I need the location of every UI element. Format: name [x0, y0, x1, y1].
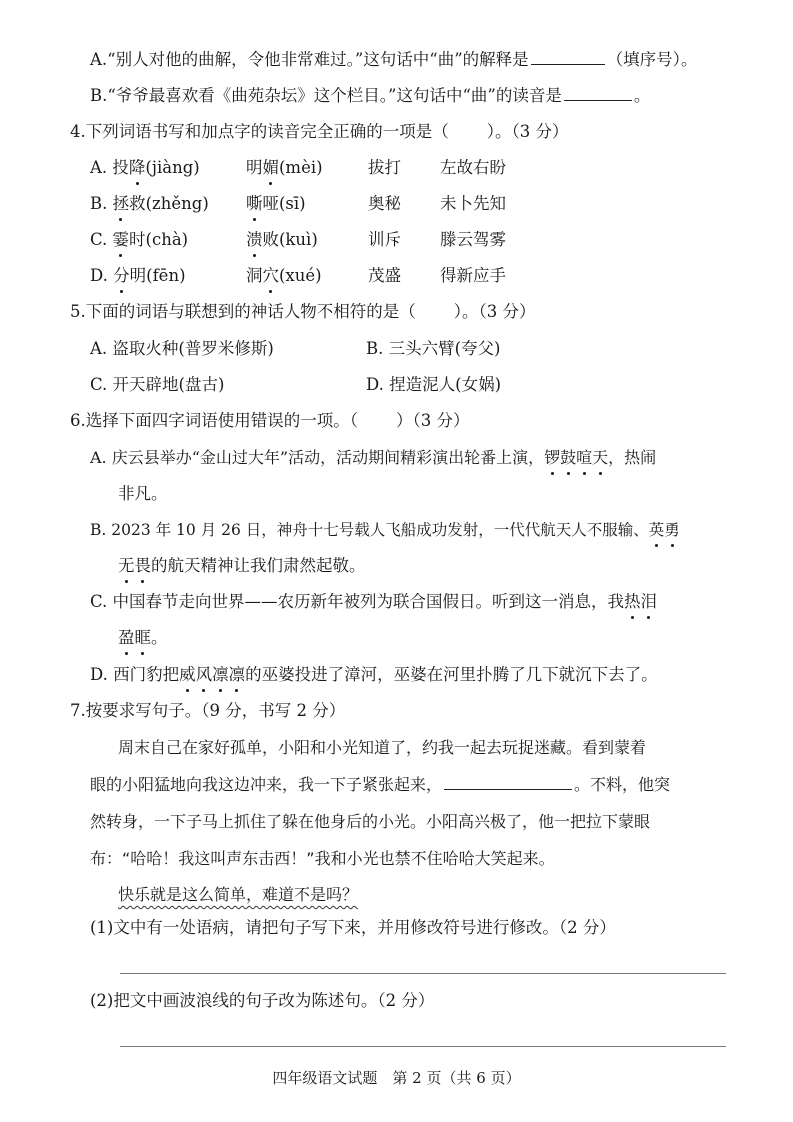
q3-b-suffix: 。	[633, 86, 651, 105]
q4-c-col1: C. 霎时(chà)	[90, 228, 188, 252]
q4-d-col2: 洞穴(xué)	[246, 264, 322, 288]
page-footer: 四年级语文试题 第 2 页（共 6 页）	[272, 1069, 521, 1087]
q4-d-col1: D. 分明(fēn)	[90, 264, 186, 288]
q5-stem-score: ）。（3 分）	[453, 302, 536, 321]
q4-b-col4: 未卜先知	[440, 194, 506, 213]
q6-b-dotted-word: 英勇	[649, 521, 680, 539]
answer-blank[interactable]	[444, 775, 572, 790]
q4-b-col1: B. 拯救(zhěng)	[90, 192, 209, 216]
q7-passage-text: 眼的小阳猛地向我这边冲来，我一下子紧张起来，	[90, 775, 443, 794]
q5-option-a: A. 盗取火种(普罗米修斯)	[90, 339, 274, 358]
q4-stem-score: ）。（3 分）	[486, 122, 569, 141]
q6-a-dotted-word: 锣鼓喧天	[544, 448, 608, 467]
q4-c-col2: 溃败(kuì)	[246, 228, 318, 252]
q6-option-a-line2: 非凡。	[118, 484, 168, 503]
q6-option-b-line2	[118, 554, 366, 578]
q7-passage-line4: 布：“哈哈！我这叫声东击西！”我和小光也禁不住哈哈大笑起来。	[90, 849, 555, 868]
q6-a-suffix: ，热闹	[608, 448, 657, 467]
q4-a-col3: 拔打	[368, 158, 401, 177]
q4-a-col1: A. 投降(jiàng)	[90, 156, 200, 180]
q4-b-col2: 嘶哑(sī)	[246, 192, 306, 216]
q6-stem-text: 6.选择下面四字词语使用错误的一项。（	[70, 411, 358, 430]
q6-d-suffix: 的巫婆投进了漳河，巫婆在河里扑腾了几下就沉下去了。	[245, 665, 658, 684]
q6-b-dotted-word-2: 无畏	[118, 556, 151, 575]
q6-option-c-line2	[118, 626, 168, 650]
q6-b-text: B. 2023 年 10 月 26 日，神舟十七号载人飞船成功发射，一代代航天人不服输、	[90, 521, 649, 539]
q3-option-a	[90, 48, 697, 72]
q6-d-dotted-word: 威风凛凛	[179, 665, 245, 684]
answer-blank[interactable]	[564, 86, 632, 101]
q3-option-b	[90, 84, 650, 108]
q7-wavy-sentence	[118, 883, 358, 907]
q6-d-text: D. 西门豹把	[90, 665, 180, 684]
q3-b-text: B.“爷爷最喜欢看《曲苑杂坛》这个栏目。”这句话中“曲”的读音是	[90, 86, 562, 105]
q4-b-col3: 奥秘	[368, 194, 401, 213]
q7-stem: 7.按要求写句子。（9 分，书写 2 分）	[70, 701, 346, 720]
q5-option-c: C. 开天辟地(盘古)	[90, 375, 225, 394]
q6-c-dotted-word-2: 盈眶	[118, 628, 151, 647]
q5-option-d: D. 捏造泥人(女娲)	[366, 375, 502, 394]
q6-b-suffix: 的航天精神让我们肃然起敬。	[151, 556, 366, 575]
q3-a-suffix: （填序号）。	[606, 50, 698, 69]
q6-c-text: C. 中国春节走向世界——农历新年被列为联合国假日。听到这一消息，我	[90, 592, 625, 611]
answer-blank[interactable]	[531, 50, 605, 65]
answer-line-2[interactable]	[120, 1046, 726, 1047]
q5-stem	[70, 300, 536, 324]
q3-a-text: A.“别人对他的曲解，令他非常难过。”这句话中“曲”的解释是	[90, 50, 529, 69]
q4-c-col3: 训斥	[368, 230, 401, 249]
q7-passage-suffix: 。不料，他突	[574, 775, 671, 794]
q6-option-c-line1	[90, 590, 657, 614]
q4-a-col4: 左故右盼	[440, 158, 506, 177]
q7-passage-line3: 然转身，一下子马上抓住了躲在他身后的小光。小阳高兴极了，他一把拉下蒙眼	[90, 812, 651, 831]
q7-wavy-text: 快乐就是这么简单，难道不是吗？	[118, 885, 359, 904]
q5-stem-text: 5.下面的词语与联想到的神话人物不相符的是（	[70, 302, 416, 321]
q6-c-dotted-word: 热泪	[624, 592, 657, 611]
q7-passage-line1: 周末自己在家好孤单，小阳和小光知道了，约我一起去玩捉迷藏。看到蒙着	[118, 738, 647, 757]
q7-sub1: (1)文中有一处语病，请把句子写下来，并用修改符号进行修改。（2 分）	[90, 918, 616, 937]
q6-stem	[70, 409, 470, 433]
q6-option-d	[90, 663, 658, 687]
q6-stem-score: ）（3 分）	[396, 411, 470, 430]
q4-c-col4: 滕云驾雾	[440, 230, 506, 249]
q4-stem-text: 4.下列词语书写和加点字的读音完全正确的一项是（	[70, 122, 449, 141]
q4-d-col4: 得新应手	[440, 266, 506, 285]
q6-option-a-line1	[90, 446, 656, 470]
q7-sub2: (2)把文中画波浪线的句子改为陈述句。（2 分）	[90, 991, 435, 1010]
q4-d-col3: 茂盛	[368, 266, 401, 285]
q5-option-b: B. 三头六臂(夸父)	[366, 339, 501, 358]
q7-passage-line2	[90, 773, 670, 797]
q4-a-col2: 明媚(mèi)	[246, 156, 323, 180]
q6-option-b-line1	[90, 518, 680, 542]
q6-a-text: A. 庆云县举办“金山过大年”活动，活动期间精彩演出轮番上演，	[90, 448, 545, 467]
q4-stem	[70, 120, 569, 144]
answer-line-1[interactable]	[120, 973, 726, 974]
q6-c-suffix: 。	[151, 628, 168, 647]
